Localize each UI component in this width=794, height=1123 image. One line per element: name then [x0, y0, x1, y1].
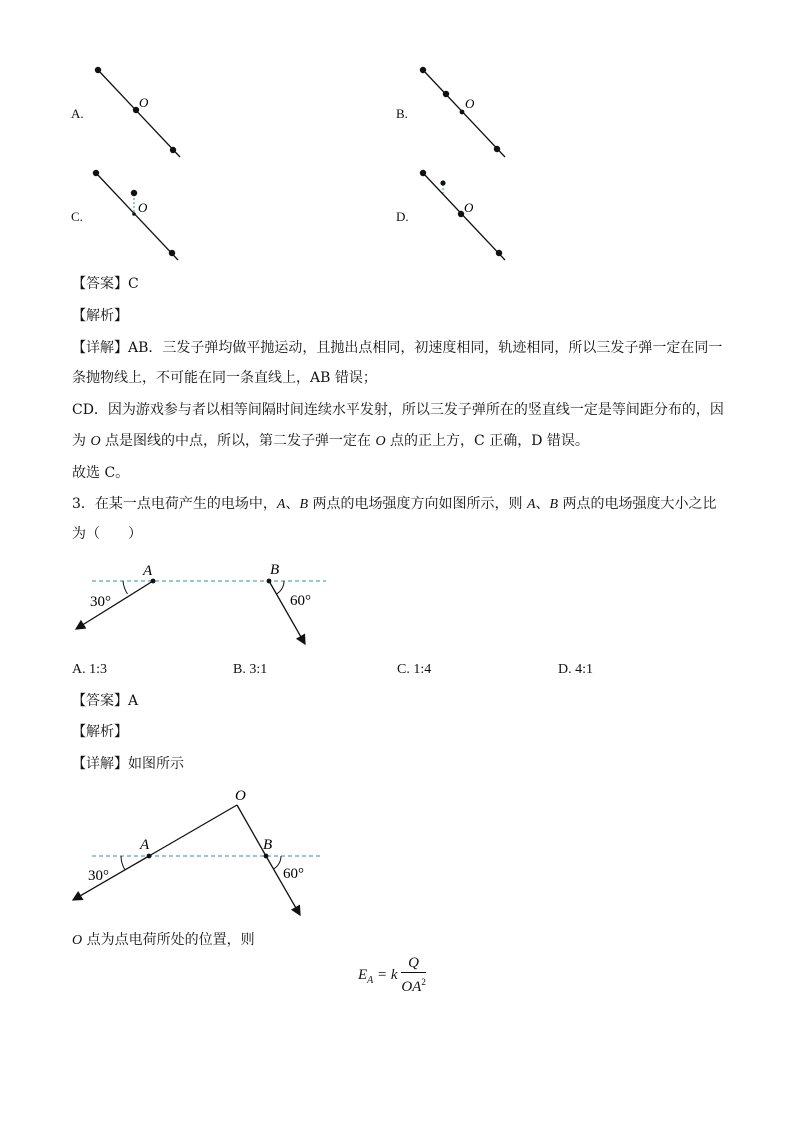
bullet-dot [169, 250, 175, 256]
bullet-dot [132, 212, 136, 216]
q2-detail-line2: 条抛物线上，不可能在同一条直线上，AB 错误； [72, 370, 377, 386]
label-b: B [263, 837, 273, 853]
field-arrow-b [266, 856, 300, 915]
bullet-dot [440, 180, 445, 185]
q3-solution-figure [68, 783, 338, 918]
bullet-dot [131, 190, 137, 196]
q3-option-c[interactable]: C. 1:4 [397, 662, 432, 677]
detail-tag: 【详解】 [72, 756, 128, 772]
bullet-dot [170, 147, 176, 153]
angle-30: 30° [90, 594, 111, 610]
option-b[interactable] [385, 60, 525, 165]
point-o-label: O [138, 200, 148, 215]
q3-analysis-tag: 【解析】 [72, 724, 128, 740]
q2-analysis-tag: 【解析】 [72, 308, 128, 324]
label-a: A [143, 563, 153, 579]
q3-stem-line1: 3．在某一点电荷产生的电场中，A、B 两点的电场强度方向如图所示，则 A、B 两点的电场强度大小之比 [72, 496, 717, 512]
option-b-label: B. [396, 106, 408, 121]
angle-30: 30° [88, 868, 109, 884]
line-o-to-a [149, 805, 237, 856]
bullet-dot [443, 91, 449, 97]
formula-fraction: $\frac{Q}{OA^2}$ [401, 955, 426, 995]
angle-arc-b [277, 581, 285, 594]
option-a-figure [60, 60, 200, 165]
q3-detail: 【详解】如图所示 [72, 756, 184, 772]
answer-tag: 【答案】 [72, 693, 128, 709]
answer-value: C [128, 276, 139, 292]
angle-arc-b [274, 856, 282, 869]
option-d[interactable] [385, 165, 525, 270]
option-a[interactable] [60, 60, 200, 165]
bullet-dot [95, 67, 101, 73]
point-o-label: O [465, 96, 475, 111]
q3-figure [68, 558, 338, 650]
bullet-dot [460, 110, 465, 115]
q3-option-d[interactable]: D. 4:1 [558, 662, 593, 677]
answer-value: A [128, 693, 139, 709]
option-c-figure [60, 165, 200, 270]
option-b-figure [385, 60, 525, 165]
bullet-dot [420, 67, 426, 73]
q2-detail-line4: 为 O 点是图线的中点，所以，第二发子弹一定在 O 点的正上方，C 正确，D 错误。 [72, 433, 589, 449]
q2-detail-line1: 【详解】AB．三发子弹均做平抛运动，且抛出点相同，初速度相同，轨迹相同，所以三发子弹一定在同一 [72, 340, 723, 356]
point-o-label: O [464, 200, 474, 215]
angle-arc-a [123, 581, 128, 594]
q3-o-point-text: O 点为点电荷所处的位置，则 [72, 932, 255, 948]
angle-60: 60° [290, 593, 311, 609]
line-o-to-b [237, 805, 266, 856]
field-arrow-a [76, 581, 153, 629]
bullet-dot [496, 250, 502, 256]
q3-answer [72, 691, 138, 711]
formula-ea: $E_A = k$ $\frac{Q}{OA^2}$ [358, 955, 426, 995]
q2-answer [72, 274, 139, 294]
option-c-label: C. [71, 209, 83, 224]
q3-stem-line2: 为（ ） [72, 526, 142, 542]
angle-arc-a [121, 856, 125, 870]
label-o: O [235, 788, 246, 804]
option-a-label: A. [71, 106, 84, 121]
bullet-dot [420, 170, 426, 176]
angle-60: 60° [283, 866, 304, 882]
field-arrow-a [73, 856, 149, 900]
option-c[interactable] [60, 165, 200, 270]
q2-conclusion: 故选 C。 [72, 465, 130, 481]
q2-detail-line3: CD．因为游戏参与者以相等间隔时间连续水平发射，所以三发子弹所在的竖直线一定是等间距分布的，因 [72, 402, 724, 418]
option-d-label: D. [396, 209, 409, 224]
answer-tag: 【答案】 [72, 276, 128, 292]
label-b: B [270, 562, 280, 578]
option-d-figure [385, 165, 525, 270]
field-arrow-b [269, 581, 305, 644]
bullet-dot [93, 170, 99, 176]
detail-tag: 【详解】 [72, 340, 128, 356]
label-a: A [140, 837, 150, 853]
bullet-dot [494, 146, 500, 152]
point-o-label: O [139, 95, 149, 110]
q3-option-a[interactable]: A. 1:3 [72, 662, 107, 677]
q3-option-b[interactable]: B. 3:1 [233, 662, 268, 677]
